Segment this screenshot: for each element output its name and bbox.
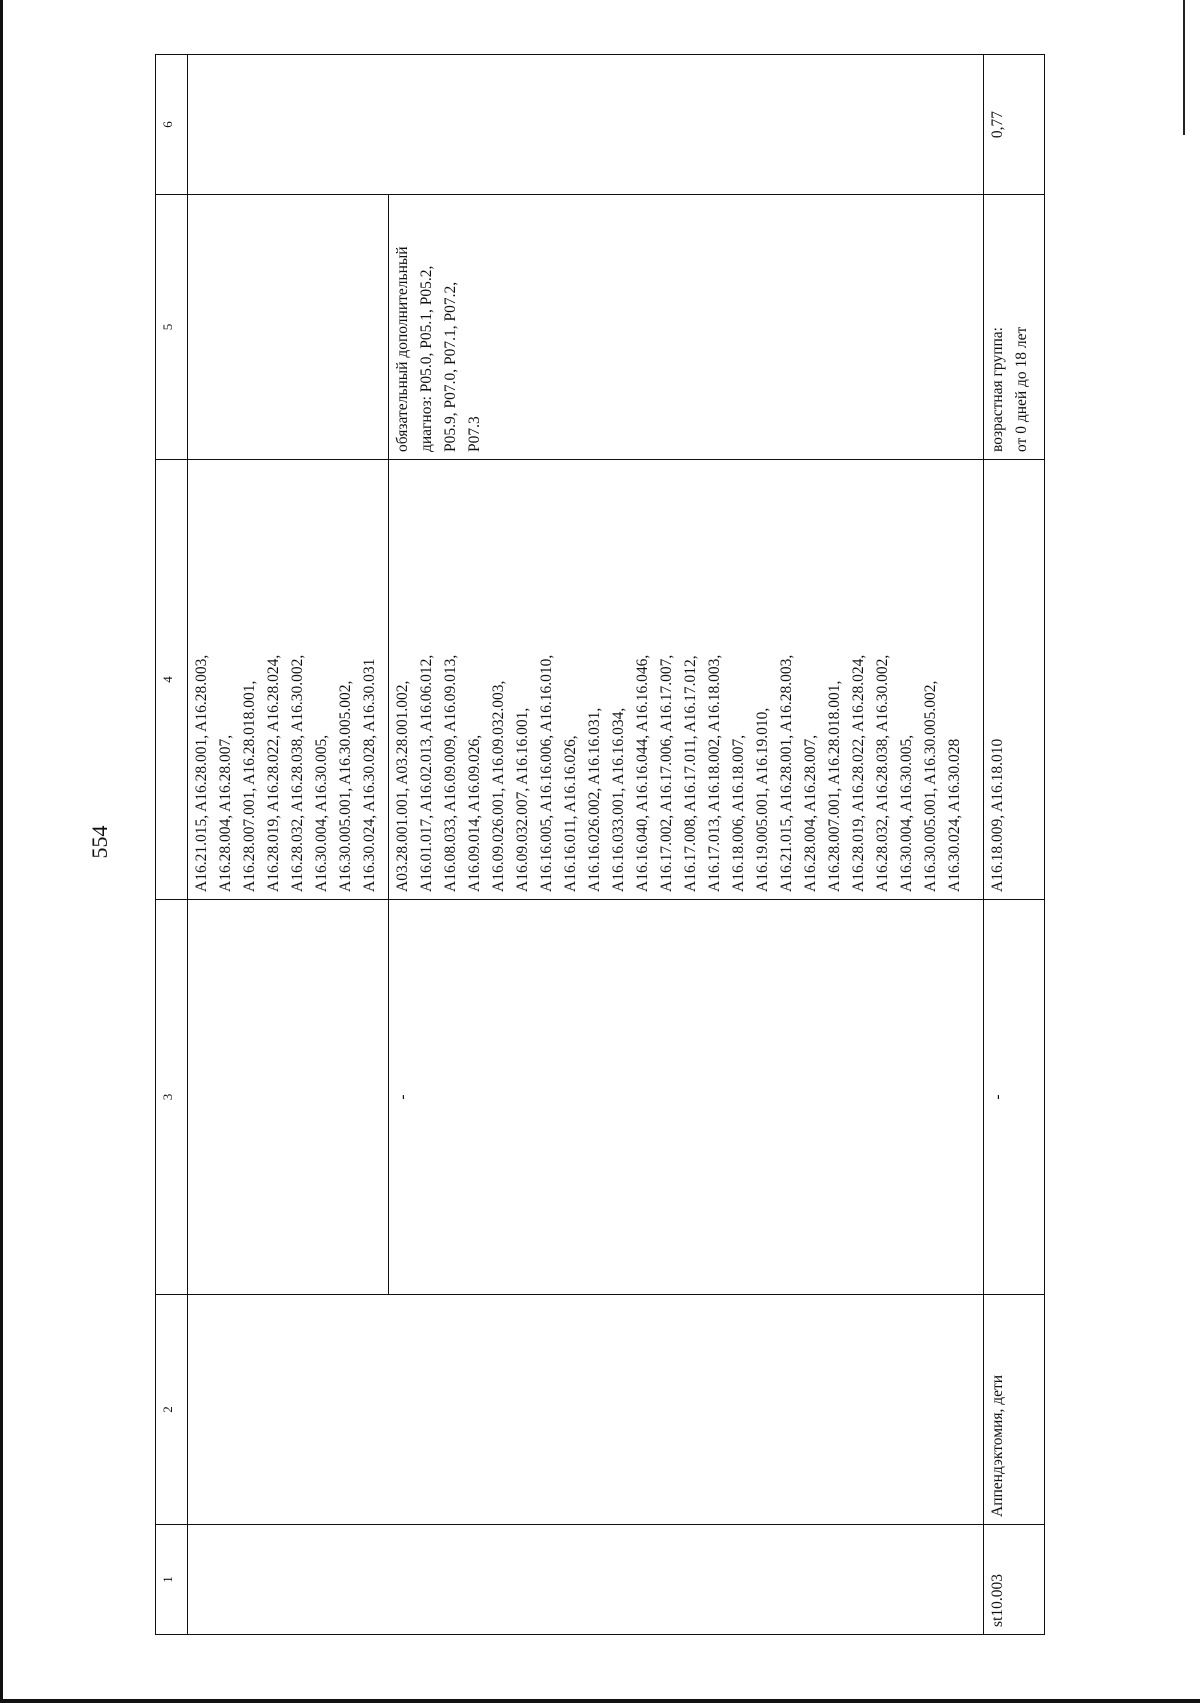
cell-coefficient xyxy=(187,55,389,195)
cell-name: Аппендэктомия, дети xyxy=(983,1295,1044,1525)
table-row xyxy=(389,55,983,1635)
cell-criteria: обязательный дополнительный диагноз: P05.0, P05.1, P05.2, P05.9, P07.0, P07.1, P07.2, P07.3 xyxy=(389,195,983,460)
cell-coefficient xyxy=(389,55,983,195)
cell-criteria xyxy=(187,195,389,460)
scan-edge-right xyxy=(1183,0,1185,135)
column-header-4: 4 xyxy=(156,460,188,900)
column-header-3: 3 xyxy=(156,900,188,1295)
cell-criteria: возрастная группа: от 0 дней до 18 лет xyxy=(983,195,1044,460)
table-row xyxy=(983,55,1044,1635)
cell-name xyxy=(389,1295,983,1525)
column-header-6: 6 xyxy=(156,55,188,195)
cell-col3 xyxy=(187,900,389,1295)
cell-col3: - xyxy=(983,900,1044,1295)
page-number: 554 xyxy=(87,825,112,859)
cell-col3: - xyxy=(389,900,983,1295)
cell-procedures: A16.21.015, A16.28.001, A16.28.003, A16.28.004, A16.28.007, A16.28.007.001, A16.28.018.001, A16.28.019, A16.28.022, A16.28.024, A16.28.032, A16.28.038, A16.30.002, A16.30.004, A16.30.005, A16.30.005.001, A16.30.005.002, A16.30.024, A16.30.028, A16.30.031 xyxy=(187,460,389,900)
cell-coefficient: 0,77 xyxy=(983,55,1044,195)
cell-code: st10.003 xyxy=(983,1525,1044,1635)
cell-code xyxy=(187,1525,389,1635)
column-header-2: 2 xyxy=(156,1295,188,1525)
tariff-table xyxy=(155,55,1045,1635)
column-header-1: 1 xyxy=(156,1525,188,1635)
cell-procedures: A16.18.009, A16.18.010 xyxy=(983,460,1044,900)
column-header-5: 5 xyxy=(156,195,188,460)
header-row xyxy=(156,55,188,1635)
cell-name xyxy=(187,1295,389,1525)
cell-procedures: A03.28.001.001, A03.28.001.002, A16.01.017, A16.02.013, A16.06.012, A16.08.033, A16.09.009, A16.09.013, A16.09.014, A16.09.026, A16.09.026.001, A16.09.032.003, A16.09.032.007, A16.16.001, A16.16.005, A16.16.006, A16.16.010, A16.16.011, A16.16.026, A16.16.026.002, A16.16.031, A16.16.033.001, A16.16.034, A16.16.040, A16.16.044, A16.16.046, A16.17.002, A16.17.006, A16.17.007, A16.17.008, A16.17.011, A16.17.012, A16.17.013, A16.18.002, A16.18.003, A16.18.006, A16.18.007, A16.19.005.001, A16.19.010, A16.21.015, A16.28.001, A16.28.003, A16.28.004, A16.28.007, A16.28.007.001, A16.28.018.001, A16.28.019, A16.28.022, A16.28.024, A16.28.032, A16.28.038, A16.30.002, A16.30.004, A16.30.005, A16.30.005.001, A16.30.005.002, A16.30.024, A16.30.028 xyxy=(389,460,983,900)
table-row xyxy=(187,55,389,1635)
scan-edge-left xyxy=(0,0,3,1703)
cell-code xyxy=(389,1525,983,1635)
scan-edge-bottom xyxy=(0,1699,1200,1703)
